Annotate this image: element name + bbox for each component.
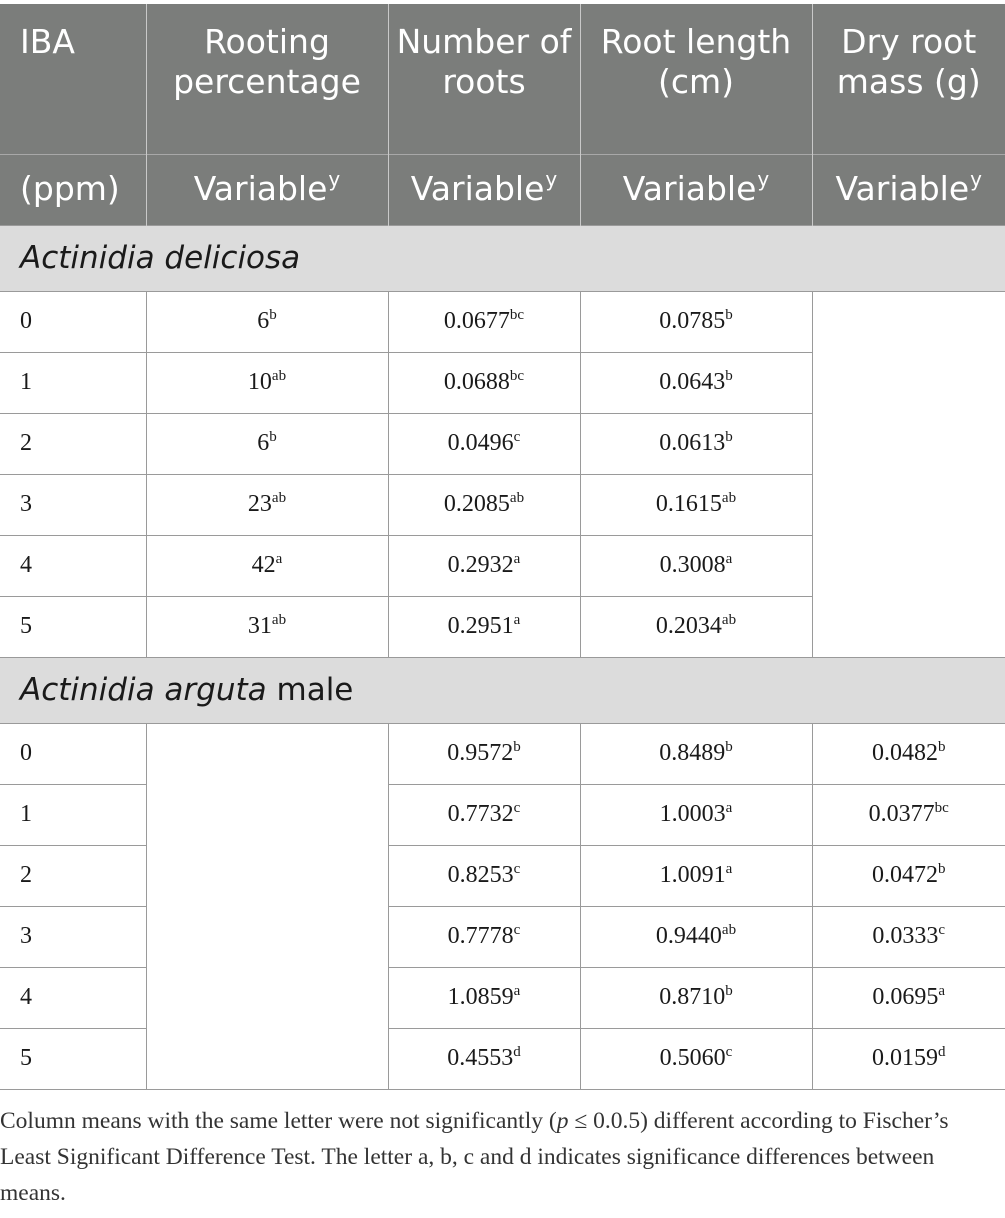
root-length-cell: 1.0003$^a$: [580, 784, 812, 845]
rooting-percentage-cell: $10^{ab}$: [146, 352, 388, 413]
dry-root-mass-cell: 0.0472$^b$: [812, 845, 1005, 906]
number-of-roots-cell: 0.4553$^d$: [388, 1028, 580, 1089]
dry-root-mass-cell: 0.0482$^b$: [812, 723, 1005, 784]
empty-cell: [812, 291, 1005, 657]
iba-cell: 4: [0, 535, 146, 596]
root-length-cell: 0.8710$^b$: [580, 967, 812, 1028]
header-dry-root-mass: Dry root mass (g): [812, 4, 1005, 154]
root-length-cell: 0.0643$^b$: [580, 352, 812, 413]
rooting-percentage-cell: 6$^b$: [146, 291, 388, 352]
iba-cell: 4: [0, 967, 146, 1028]
number-of-roots-cell: 0.2085$^{ab}$: [388, 474, 580, 535]
rooting-percentage-cell: 42$^a$: [146, 535, 388, 596]
root-length-cell: 0.3008$^a$: [580, 535, 812, 596]
rooting-percentage-cell: $23^{ab}$: [146, 474, 388, 535]
header-variable: Variable$^y$: [812, 154, 1005, 225]
number-of-roots-cell: 0.0688$^{bc}$: [388, 352, 580, 413]
table-row: [0, 723, 1005, 784]
table-row: [0, 291, 1005, 352]
iba-cell: 5: [0, 1028, 146, 1089]
header-variable: Variable$^y$: [388, 154, 580, 225]
species-section-row: [0, 657, 1005, 723]
header-ppm: (ppm): [0, 154, 146, 225]
root-length-cell: 1.0091$^a$: [580, 845, 812, 906]
table-footnote: Column means with the same letter were not significantly (p ≤ 0.0.5) different according to Fischer’s Least Significant Difference Test. The letter a, b, c and d indicates significance differences between means.: [0, 1108, 949, 1206]
iba-cell: 5: [0, 596, 146, 657]
rooting-percentage-cell: 6$^b$: [146, 413, 388, 474]
number-of-roots-cell: 1.0859$^a$: [388, 967, 580, 1028]
iba-cell: 0: [0, 291, 146, 352]
number-of-roots-cell: 0.2932$^a$: [388, 535, 580, 596]
header-root-length: Root length (cm): [580, 4, 812, 154]
iba-cell: 2: [0, 413, 146, 474]
root-length-cell: 0.9440$^{ab}$: [580, 906, 812, 967]
species-title: Actinidia deliciosa: [0, 225, 1005, 291]
empty-cell: [146, 723, 388, 1089]
results-table: [0, 4, 1005, 1090]
dry-root-mass-cell: 0.0377$^{bc}$: [812, 784, 1005, 845]
root-length-cell: 0.8489$^b$: [580, 723, 812, 784]
number-of-roots-cell: 0.2951$^a$: [388, 596, 580, 657]
iba-cell: 2: [0, 845, 146, 906]
number-of-roots-cell: 0.7778$^c$: [388, 906, 580, 967]
iba-cell: 0: [0, 723, 146, 784]
header-row-1: [0, 4, 1005, 154]
number-of-roots-cell: 0.7732$^c$: [388, 784, 580, 845]
iba-cell: 1: [0, 352, 146, 413]
root-length-cell: 0.0785$^b$: [580, 291, 812, 352]
root-length-cell: 0.1615$^{ab}$: [580, 474, 812, 535]
iba-cell: 3: [0, 474, 146, 535]
number-of-roots-cell: 0.0496$^c$: [388, 413, 580, 474]
header-iba: IBA: [0, 4, 146, 154]
iba-cell: 1: [0, 784, 146, 845]
number-of-roots-cell: 0.8253$^c$: [388, 845, 580, 906]
root-length-cell: 0.0613$^b$: [580, 413, 812, 474]
dry-root-mass-cell: 0.0159$^d$: [812, 1028, 1005, 1089]
table-body: [0, 225, 1005, 1089]
root-length-cell: 0.2034$^{ab}$: [580, 596, 812, 657]
header-variable: Variable$^y$: [146, 154, 388, 225]
root-length-cell: 0.5060$^c$: [580, 1028, 812, 1089]
species-title: Actinidia arguta male: [0, 657, 1005, 723]
header-variable: Variable$^y$: [580, 154, 812, 225]
dry-root-mass-cell: 0.0333$^c$: [812, 906, 1005, 967]
number-of-roots-cell: 0.9572$^b$: [388, 723, 580, 784]
number-of-roots-cell: 0.0677$^{bc}$: [388, 291, 580, 352]
header-number-of-roots: Number of roots: [388, 4, 580, 154]
iba-cell: 3: [0, 906, 146, 967]
header-rooting-percentage: Rooting percentage: [146, 4, 388, 154]
header-row-2: [0, 154, 1005, 225]
dry-root-mass-cell: 0.0695$^a$: [812, 967, 1005, 1028]
species-section-row: [0, 225, 1005, 291]
rooting-percentage-cell: $31^{ab}$: [146, 596, 388, 657]
